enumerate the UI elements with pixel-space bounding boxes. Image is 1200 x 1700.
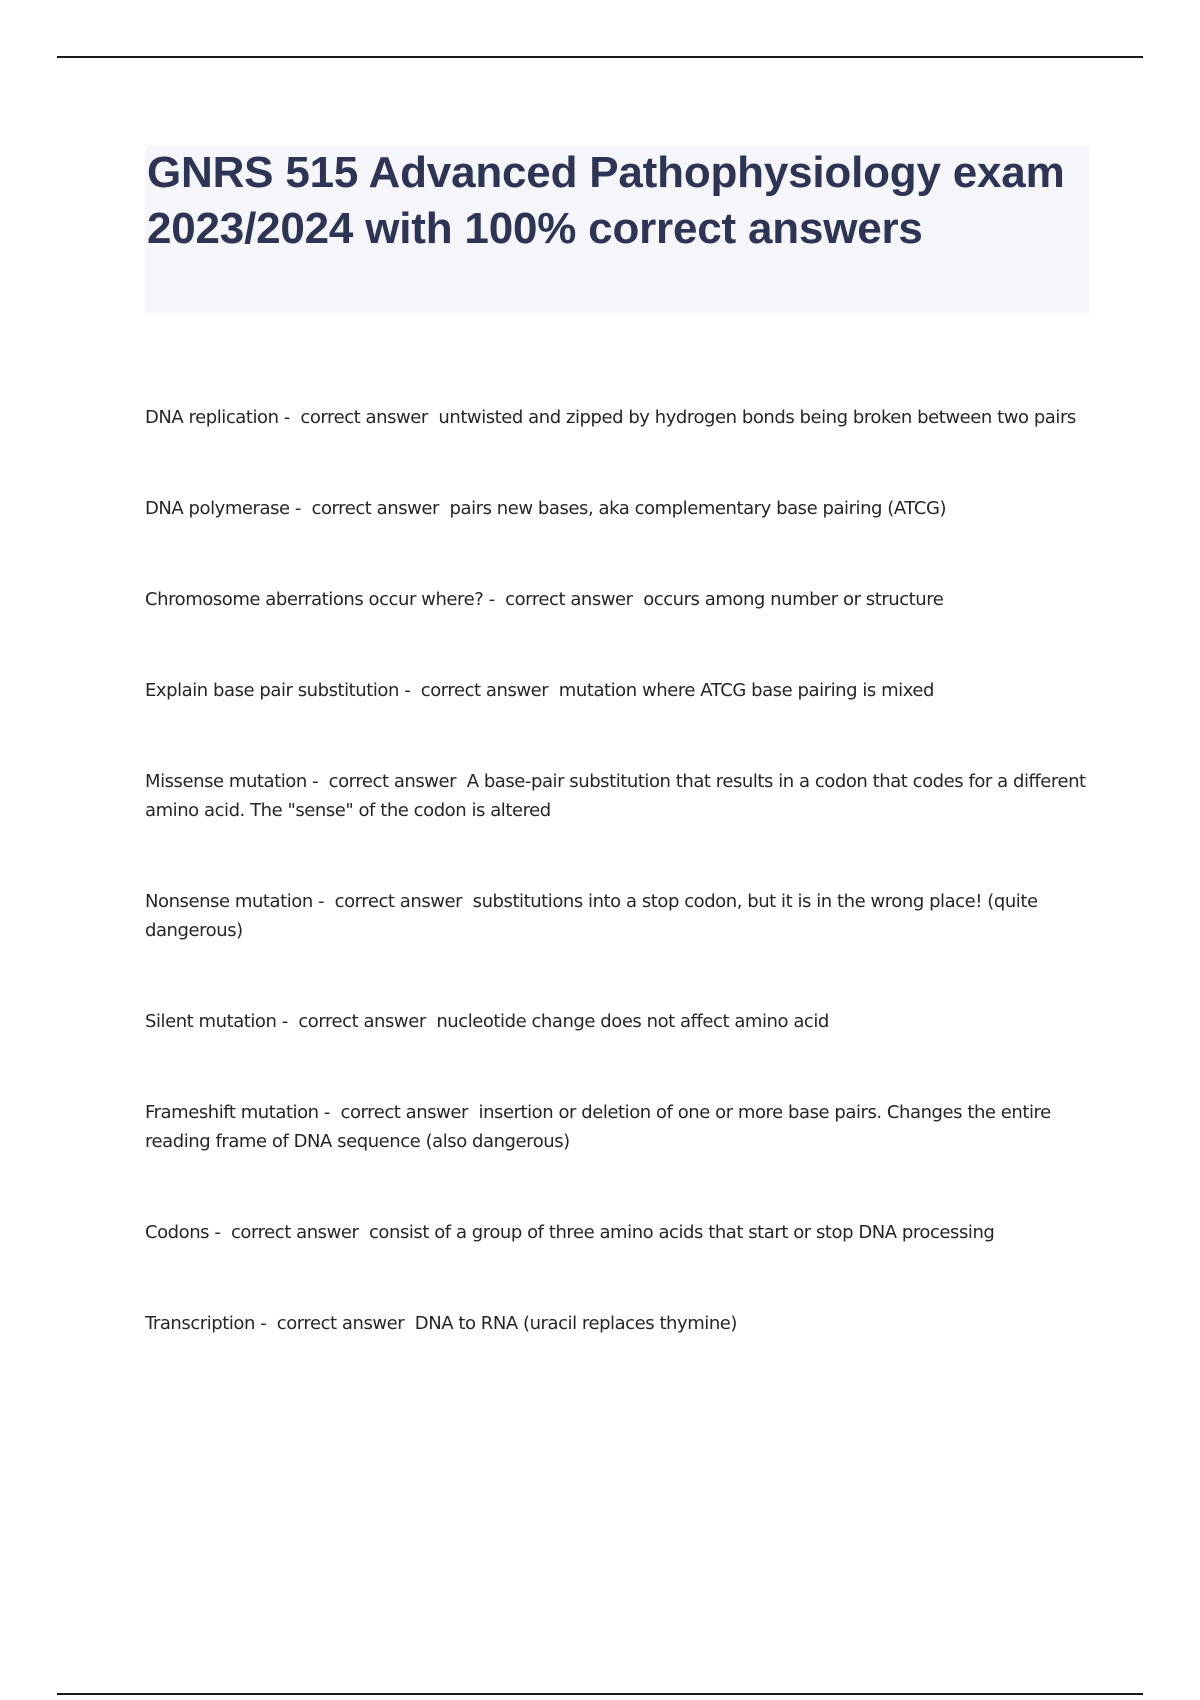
qa-term: Explain base pair substitution: [145, 680, 399, 701]
qa-separator: - correct answer: [289, 498, 450, 519]
qa-term: Silent mutation: [145, 1011, 277, 1032]
qa-separator: - correct answer: [398, 680, 559, 701]
qa-term: Frameshift mutation: [145, 1102, 319, 1123]
qa-separator: - correct answer: [254, 1313, 415, 1334]
qa-term: DNA polymerase: [145, 498, 290, 519]
qa-item: [145, 494, 1090, 523]
qa-answer: substitutions into a stop codon, but it is in the wrong place! (quite dangerous): [145, 891, 1038, 941]
document-title: GNRS 515 Advanced Pathophysiology exam 2023/2024 with 100% correct answers: [147, 148, 1065, 253]
qa-term: Missense mutation: [145, 771, 307, 792]
qa-separator: - correct answer: [483, 589, 644, 610]
qa-answer: mutation where ATCG base pairing is mixed: [558, 680, 934, 701]
qa-answer: nucleotide change does not affect amino acid: [436, 1011, 829, 1032]
bottom-rule: [57, 1693, 1143, 1695]
qa-item: [145, 1098, 1090, 1156]
qa-item: [145, 767, 1090, 825]
top-rule: [57, 56, 1143, 58]
qa-list: [145, 403, 1090, 1400]
qa-separator: - correct answer: [276, 1011, 437, 1032]
qa-term: Transcription: [145, 1313, 255, 1334]
qa-item: [145, 403, 1090, 432]
qa-term: Chromosome aberrations occur where?: [145, 589, 484, 610]
qa-separator: - correct answer: [312, 891, 473, 912]
qa-answer: insertion or deletion of one or more base pairs. Changes the entire reading frame of DNA sequence (also dangerous): [145, 1102, 1051, 1152]
qa-item: [145, 676, 1090, 705]
qa-separator: - correct answer: [209, 1222, 369, 1243]
qa-item: [145, 1007, 1090, 1036]
qa-separator: - correct answer: [306, 771, 467, 792]
qa-separator: - correct answer: [278, 407, 439, 428]
qa-answer: untwisted and zipped by hydrogen bonds being broken between two pairs: [438, 407, 1076, 428]
qa-item: [145, 585, 1090, 614]
qa-item: [145, 887, 1090, 945]
qa-term: Codons: [145, 1222, 210, 1243]
qa-answer: occurs among number or structure: [643, 589, 944, 610]
qa-item: [145, 1309, 1090, 1338]
qa-answer: consist of a group of three amino acids that start or stop DNA processing: [368, 1222, 995, 1243]
qa-answer: pairs new bases, aka complementary base pairing (ATCG): [449, 498, 947, 519]
qa-separator: - correct answer: [318, 1102, 479, 1123]
qa-answer: DNA to RNA (uracil replaces thymine): [414, 1313, 738, 1334]
qa-item: [145, 1218, 1090, 1247]
qa-term: Nonsense mutation: [145, 891, 313, 912]
qa-term: DNA replication: [145, 407, 279, 428]
qa-answer: A base-pair substitution that results in a codon that codes for a different amino acid. The "sense" of the codon is altered: [145, 771, 1086, 821]
title-block: [145, 145, 1089, 313]
